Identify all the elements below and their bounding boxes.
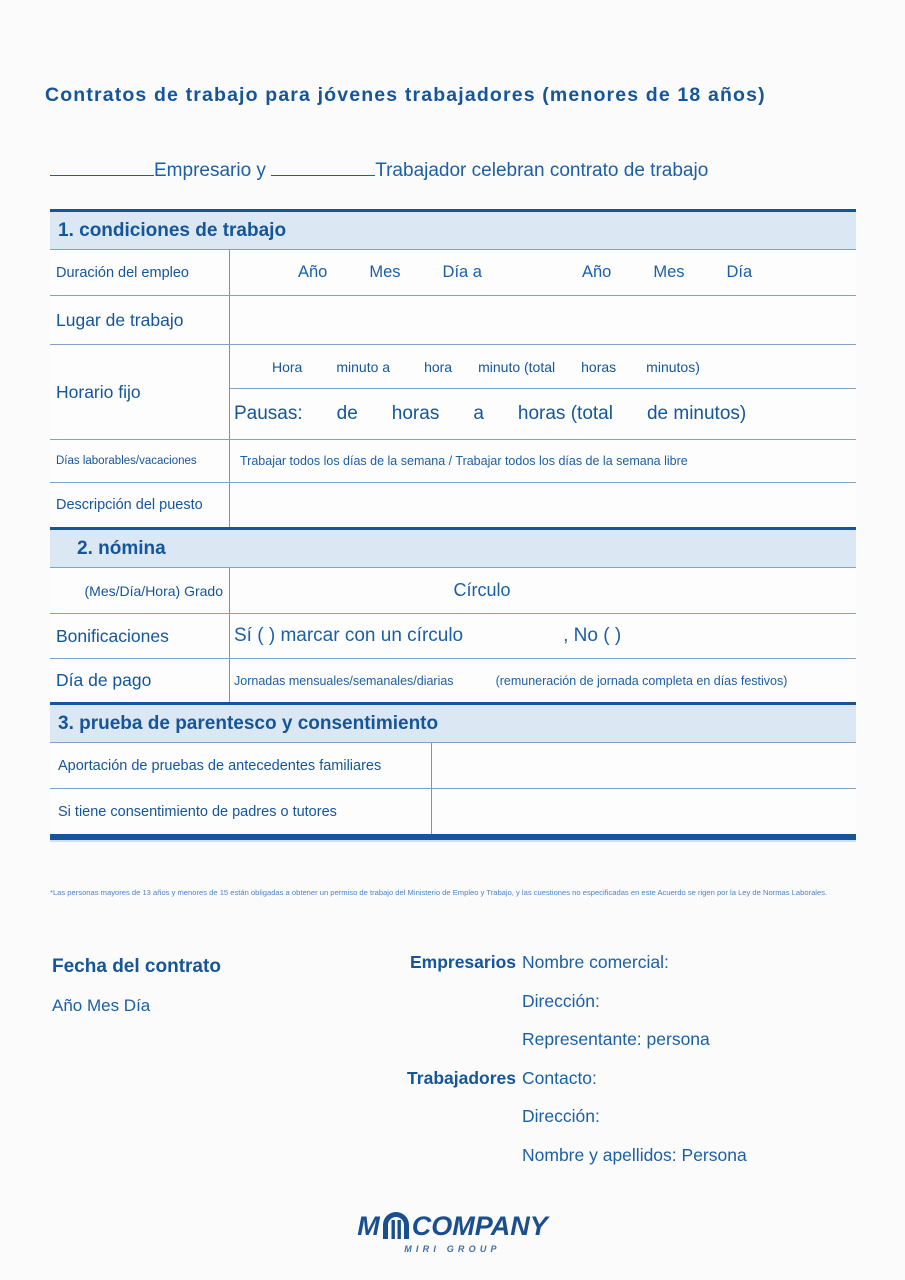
value-schedule-hours[interactable] [230, 345, 856, 389]
schedule-token-minutes: minutos) [646, 358, 700, 375]
value-guardian-consent[interactable] [432, 789, 856, 834]
page-title: Contratos de trabajo para jóvenes trabajadores (menores de 18 años) [45, 84, 766, 106]
schedule-token-minute-from: minuto a [336, 358, 391, 375]
value-schedule-breaks[interactable] [230, 389, 856, 439]
label-workplace: Lugar de trabajo [50, 296, 230, 344]
table-row-job-description [50, 483, 856, 527]
break-token-hours-from: horas [391, 403, 440, 424]
duration-token-day-to: Día [726, 263, 753, 281]
logo-word-company: COMPANY [411, 1211, 548, 1241]
value-wage-grade[interactable]: Círculo [453, 580, 511, 600]
section-one-title: 1. condiciones de trabajo [58, 219, 287, 241]
label-fixed-schedule: Horario fijo [50, 345, 230, 439]
table-bottom-rule [50, 834, 856, 842]
party-value-representative[interactable]: Representante: persona [522, 1029, 710, 1049]
section-header-conditions [50, 209, 856, 250]
value-job-description[interactable] [230, 483, 856, 527]
value-workplace[interactable] [230, 296, 856, 344]
break-token-minutes: de minutos) [646, 403, 747, 424]
schedule-token-minute-total: minuto (total [478, 358, 556, 375]
table-row-payday [50, 659, 856, 702]
company-logo [0, 1212, 905, 1257]
label-guardian-consent: Si tiene consentimiento de padres o tutores [50, 789, 432, 834]
duration-token-year-to: Año [581, 263, 612, 281]
logo-subtitle: MIRI GROUP [404, 1244, 501, 1254]
party-value-contact[interactable]: Contacto: [522, 1067, 597, 1088]
label-wage-grade: (Mes/Día/Hora) Grado [50, 568, 230, 613]
break-token-a: a [473, 403, 484, 424]
party-key-workers: Trabajadores [407, 1067, 516, 1088]
table-row-wage-grade [50, 568, 856, 614]
party-row [330, 991, 850, 1030]
party-row [330, 1106, 850, 1145]
signature-block [0, 952, 905, 1182]
schedule-token-hour-to: hora [424, 358, 453, 375]
section-two-title: 2. nómina [77, 537, 166, 559]
footnote-text: *Las personas mayores de 13 años y menores de 15 están obligadas a obtener un permiso de trabajo del Ministerio de Empleo y Trabajo, y las cuestiones no especificadas en este Acuerdo se rigen por la Ley de Normas Laborales. [50, 888, 828, 897]
logo-arch-icon [381, 1212, 411, 1239]
payday-holiday-note: (remuneración de jornada completa en días festivos) [495, 673, 788, 688]
label-working-days: Días laborables/vacaciones [50, 440, 230, 482]
worker-blank[interactable] [271, 175, 375, 176]
table-row-working-days [50, 440, 856, 483]
break-token-label: Pausas: [234, 403, 303, 424]
label-payday: Día de pago [50, 659, 230, 702]
party-key-employers: Empresarios [409, 952, 516, 972]
logo-letter-m: M [357, 1211, 380, 1241]
label-family-evidence: Aportación de pruebas de antecedentes familiares [50, 743, 432, 788]
value-employment-duration[interactable] [230, 250, 856, 295]
contract-table [50, 209, 856, 842]
parties-details-grid [330, 952, 850, 1183]
party-value-worker-name[interactable]: Nombre y apellidos: Persona [522, 1144, 747, 1165]
duration-token-day-from: Día a [442, 263, 482, 281]
break-token-hours-total: horas (total [517, 403, 613, 424]
value-family-evidence[interactable] [432, 743, 856, 788]
value-working-days[interactable]: Trabajar todos los días de la semana / Trabajar todos los días de la semana libre [240, 454, 688, 468]
bonus-option-yes[interactable]: Sí ( ) marcar con un círculo [234, 625, 464, 646]
worker-label: Trabajador celebran contrato de trabajo [375, 160, 709, 181]
table-row-family-evidence [50, 743, 856, 789]
table-row-employment-duration [50, 250, 856, 296]
party-value-employer-address[interactable]: Dirección: [522, 990, 600, 1011]
party-row [330, 952, 850, 991]
section-header-consent [50, 702, 856, 743]
bonus-option-no[interactable]: , No ( ) [563, 625, 622, 646]
party-row [330, 1068, 850, 1107]
employer-blank[interactable] [50, 175, 154, 176]
employer-label: Empresario y [154, 160, 266, 181]
table-row-fixed-schedule [50, 345, 856, 440]
party-value-business-name[interactable]: Nombre comercial: [522, 952, 669, 972]
table-row-workplace [50, 296, 856, 345]
logo-wordmark [357, 1212, 548, 1254]
contract-date-value[interactable]: Año Mes Día [52, 996, 151, 1015]
break-token-de: de [336, 403, 358, 424]
section-header-payroll [50, 527, 856, 568]
label-bonuses: Bonificaciones [50, 614, 230, 658]
schedule-token-hour-from: Hora [272, 358, 303, 375]
schedule-token-hours: horas [581, 358, 617, 375]
duration-token-month-to: Mes [653, 263, 685, 281]
duration-token-month-from: Mes [369, 263, 401, 281]
party-row [330, 1029, 850, 1068]
contract-date-title: Fecha del contrato [52, 956, 221, 977]
table-row-bonuses [50, 614, 856, 659]
party-row [330, 1145, 850, 1184]
party-value-worker-address[interactable]: Dirección: [522, 1106, 600, 1126]
table-row-guardian-consent [50, 789, 856, 834]
value-bonuses[interactable] [230, 614, 856, 658]
payday-period-options: Jornadas mensuales/semanales/diarias [234, 673, 454, 688]
label-job-description: Descripción del puesto [50, 483, 230, 527]
section-three-title: 3. prueba de parentesco y consentimiento [58, 712, 439, 734]
contract-parties-line [50, 160, 708, 182]
value-payday[interactable] [230, 659, 856, 702]
duration-token-year-from: Año [298, 263, 328, 281]
label-employment-duration: Duración del empleo [50, 250, 230, 295]
